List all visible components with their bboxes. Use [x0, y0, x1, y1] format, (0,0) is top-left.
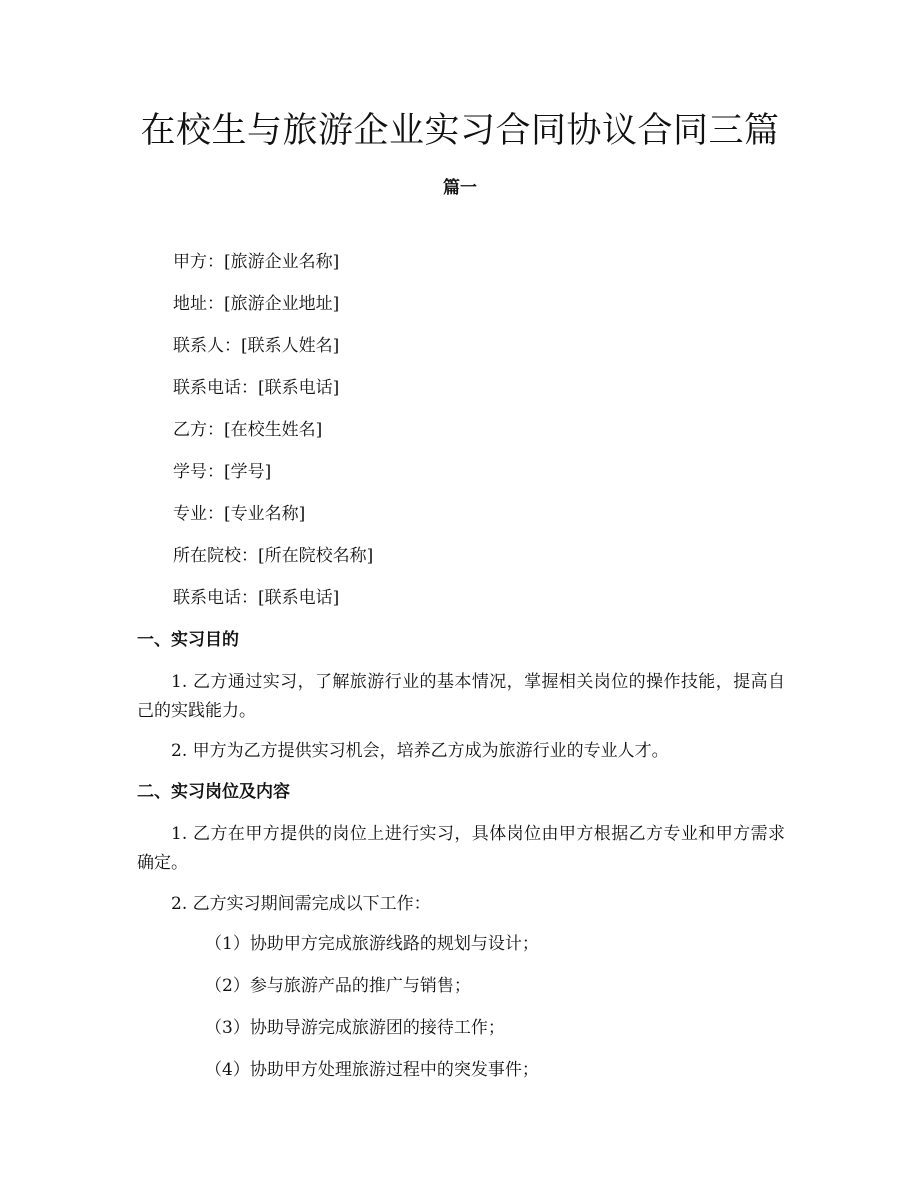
party-line: 所在院校：[所在院校名称]: [173, 546, 374, 566]
document-title: 在校生与旅游企业实习合同协议合同三篇: [140, 111, 780, 151]
party-line: 甲方：[旅游企业名称]: [173, 252, 340, 272]
party-line: 联系人：[联系人姓名]: [173, 336, 340, 356]
paragraph: 1. 乙方通过实习，了解旅游行业的基本情况，掌握相关岗位的操作技能，提高自己的实践能力。: [137, 672, 785, 721]
paragraph: 2. 甲方为乙方提供实习机会，培养乙方成为旅游行业的专业人才。: [171, 741, 669, 761]
paragraph: 2. 乙方实习期间需完成以下工作：: [171, 894, 431, 914]
section-heading: 二、实习岗位及内容: [137, 782, 290, 802]
list-item: （1）协助甲方完成旅游线路的规划与设计；: [205, 934, 539, 954]
list-item: （4）协助甲方处理旅游过程中的突发事件；: [205, 1060, 539, 1080]
party-line: 地址：[旅游企业地址]: [173, 294, 340, 314]
party-line: 学号：[学号]: [173, 462, 272, 482]
list-item: （3）协助导游完成旅游团的接待工作；: [205, 1018, 505, 1038]
paragraph: 1. 乙方在甲方提供的岗位上进行实习，具体岗位由甲方根据乙方专业和甲方需求确定。: [137, 824, 785, 873]
party-line: 专业：[专业名称]: [173, 504, 306, 524]
document-subtitle: 篇一: [443, 178, 477, 198]
party-line: 联系电话：[联系电话]: [173, 588, 340, 608]
list-item: （2）参与旅游产品的推广与销售；: [205, 976, 471, 996]
party-line: 乙方：[在校生姓名]: [173, 420, 323, 440]
party-line: 联系电话：[联系电话]: [173, 378, 340, 398]
section-heading: 一、实习目的: [137, 630, 239, 650]
